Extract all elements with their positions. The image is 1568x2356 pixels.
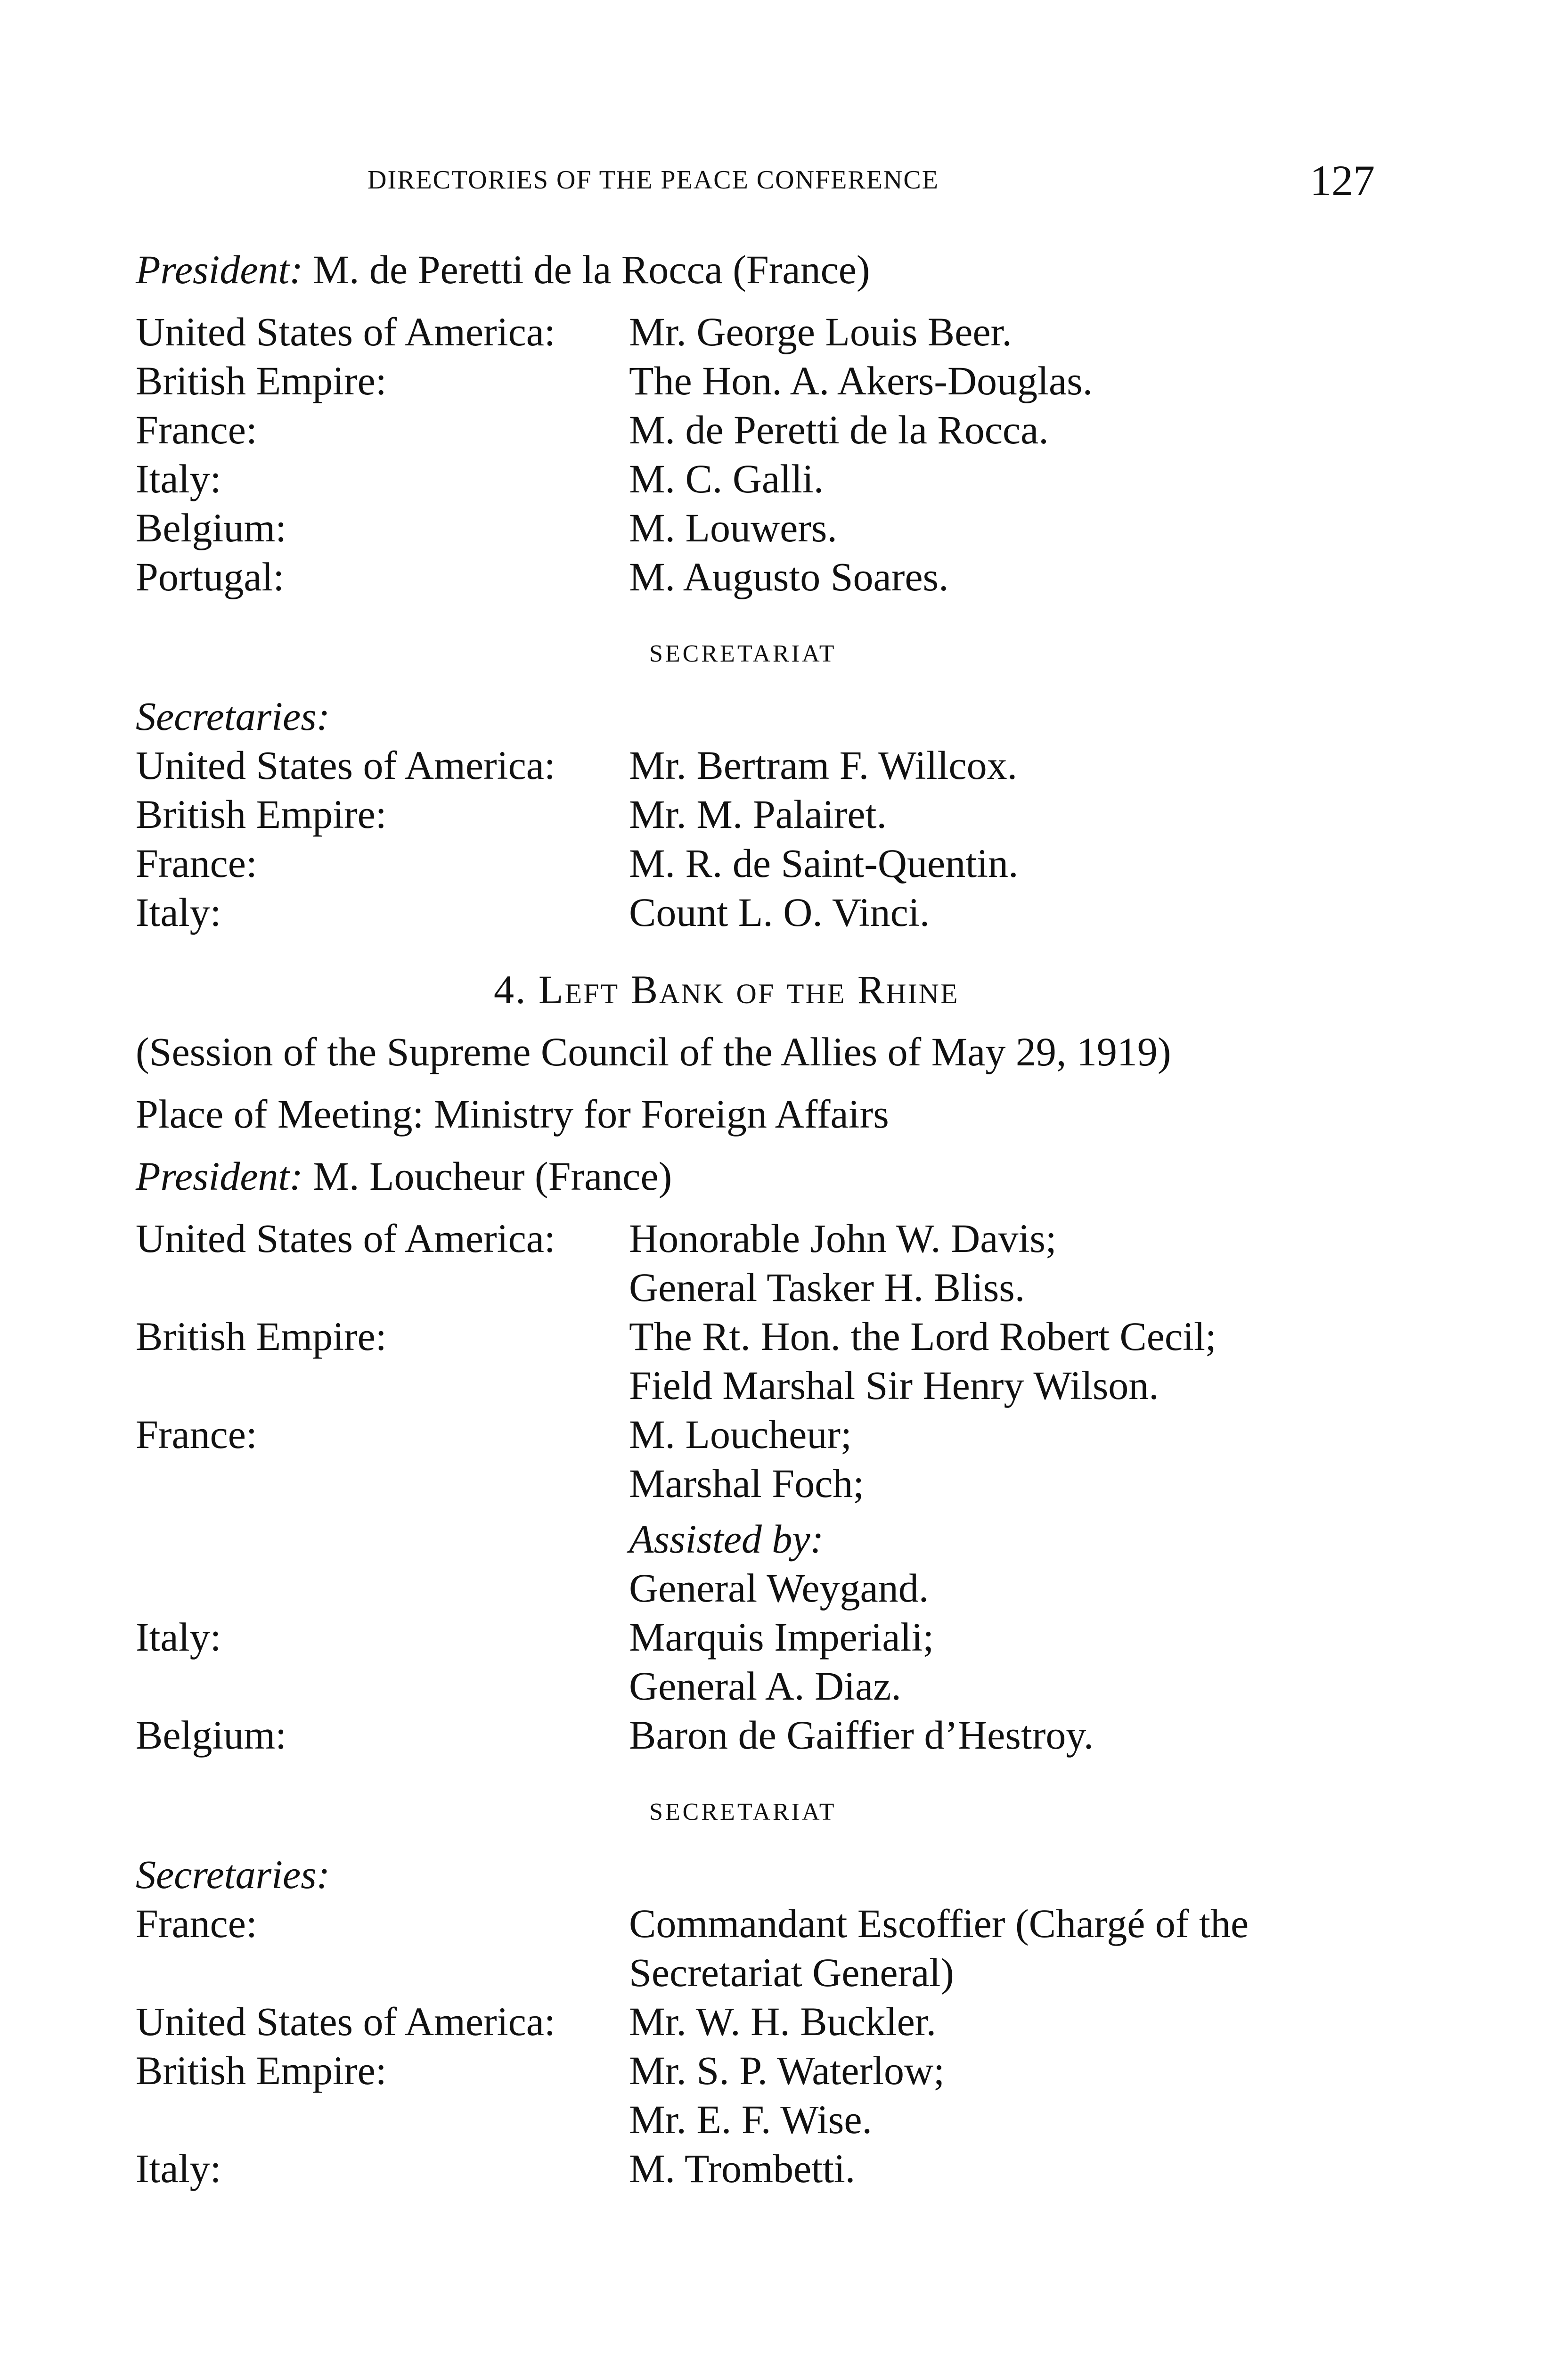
secretary-row [136,2046,1408,2144]
secretary-name: Mr. W. H. Buckler. [629,1999,937,2044]
member-list [136,307,1408,601]
president-label: President: [136,247,303,292]
country-label: United States of America: [136,1216,555,1261]
secretariat-heading: SECRETARIAT [649,1799,837,1825]
member-row [136,1312,1408,1410]
member-name: M. Louwers. [629,505,837,550]
country-label: Belgium: [136,1712,287,1758]
member-row [136,503,1408,552]
secretary-name: Mr. Bertram F. Willcox. [629,743,1018,788]
member-row [136,1214,1408,1312]
secretary-row [136,888,1408,937]
secretariat-heading: SECRETARIAT [649,640,837,667]
secretary-row [136,1997,1408,2046]
page-number: 127 [1310,156,1375,205]
member-name: The Rt. Hon. the Lord Robert Cecil; [629,1314,1217,1359]
place-of-meeting: Place of Meeting: Ministry for Foreign Affairs [136,1091,889,1137]
secretaries-label: Secretaries: [136,1852,330,1897]
member-row [136,307,1408,356]
country-label: Italy: [136,2146,221,2191]
secretary-row [136,1899,1408,1997]
page-body [136,245,1408,2193]
member-name: Marquis Imperiali; [629,1614,934,1660]
member-name: General Tasker H. Bliss. [629,1265,1025,1310]
president-line [136,245,1408,294]
secretary-name: Mr. M. Palairet. [629,792,887,837]
session-note: (Session of the Supreme Council of the Allies of May 29, 1919) [136,1029,1171,1074]
country-label: Portugal: [136,554,285,599]
country-label: Italy: [136,890,221,935]
president-label: President: [136,1153,303,1199]
country-label: Belgium: [136,505,287,550]
country-label: France: [136,1412,257,1457]
secretary-name: M. Trombetti. [629,2146,856,2191]
member-list [136,1214,1408,1759]
president-line [136,1152,1408,1201]
assisted-label: Assisted by: [629,1516,824,1562]
secretary-name: Count L. O. Vinci. [629,890,930,935]
country-label: British Empire: [136,1314,387,1359]
member-row [136,552,1408,601]
member-row [136,454,1408,503]
secretary-name: Mr. S. P. Waterlow; [629,2048,945,2093]
secretary-row [136,741,1408,790]
member-name: Baron de Gaiffier d’Hestroy. [629,1712,1094,1758]
member-name: Honorable John W. Davis; [629,1216,1057,1261]
country-label: Italy: [136,456,221,501]
secretary-name: M. R. de Saint-Quentin. [629,841,1019,886]
member-row [136,1612,1408,1710]
member-row [136,1410,1408,1612]
secretary-row [136,2144,1408,2193]
member-name: General A. Diaz. [629,1663,901,1709]
country-label: France: [136,407,257,452]
secretaries-list [136,741,1408,937]
secretary-name: Mr. E. F. Wise. [629,2097,873,2142]
member-names [629,1612,934,1710]
member-row [136,1710,1408,1759]
member-names [629,1214,1057,1312]
assistant-name: General Weygand. [629,1565,929,1611]
country-label: United States of America: [136,309,555,354]
secretary-name: Commandant Escoffier (Chargé of the Secretariat General) [629,1901,1249,1995]
country-label: British Empire: [136,358,387,403]
country-label: British Empire: [136,2048,387,2093]
member-row [136,356,1408,405]
member-name: Mr. George Louis Beer. [629,309,1012,354]
country-label: United States of America: [136,743,555,788]
secretary-row [136,790,1408,839]
member-name: M. Loucheur; [629,1412,852,1457]
president-value: M. de Peretti de la Rocca (France) [313,247,870,292]
secretary-row [136,839,1408,888]
secretaries-list [136,1899,1408,2193]
section-name: Left Bank of the Rhine [539,967,959,1012]
country-label: France: [136,1901,257,1946]
member-names [629,1312,1217,1410]
secretary-names [629,2046,945,2144]
member-name: The Hon. A. Akers-Douglas. [629,358,1093,403]
country-label: British Empire: [136,792,387,837]
member-name: M. Augusto Soares. [629,554,949,599]
member-row [136,405,1408,454]
section-number: 4. [494,967,527,1012]
section-title [136,965,1408,1014]
member-name: M. C. Galli. [629,456,824,501]
member-name: Marshal Foch; [629,1461,865,1506]
president-value: M. Loucheur (France) [313,1153,672,1199]
member-name: Field Marshal Sir Henry Wilson. [629,1363,1159,1408]
country-label: Italy: [136,1614,221,1660]
secretaries-label: Secretaries: [136,694,330,739]
country-label: France: [136,841,257,886]
country-label: United States of America: [136,1999,555,2044]
member-name: M. de Peretti de la Rocca. [629,407,1049,452]
member-names [629,1410,929,1612]
running-head: DIRECTORIES OF THE PEACE CONFERENCE [368,165,939,195]
